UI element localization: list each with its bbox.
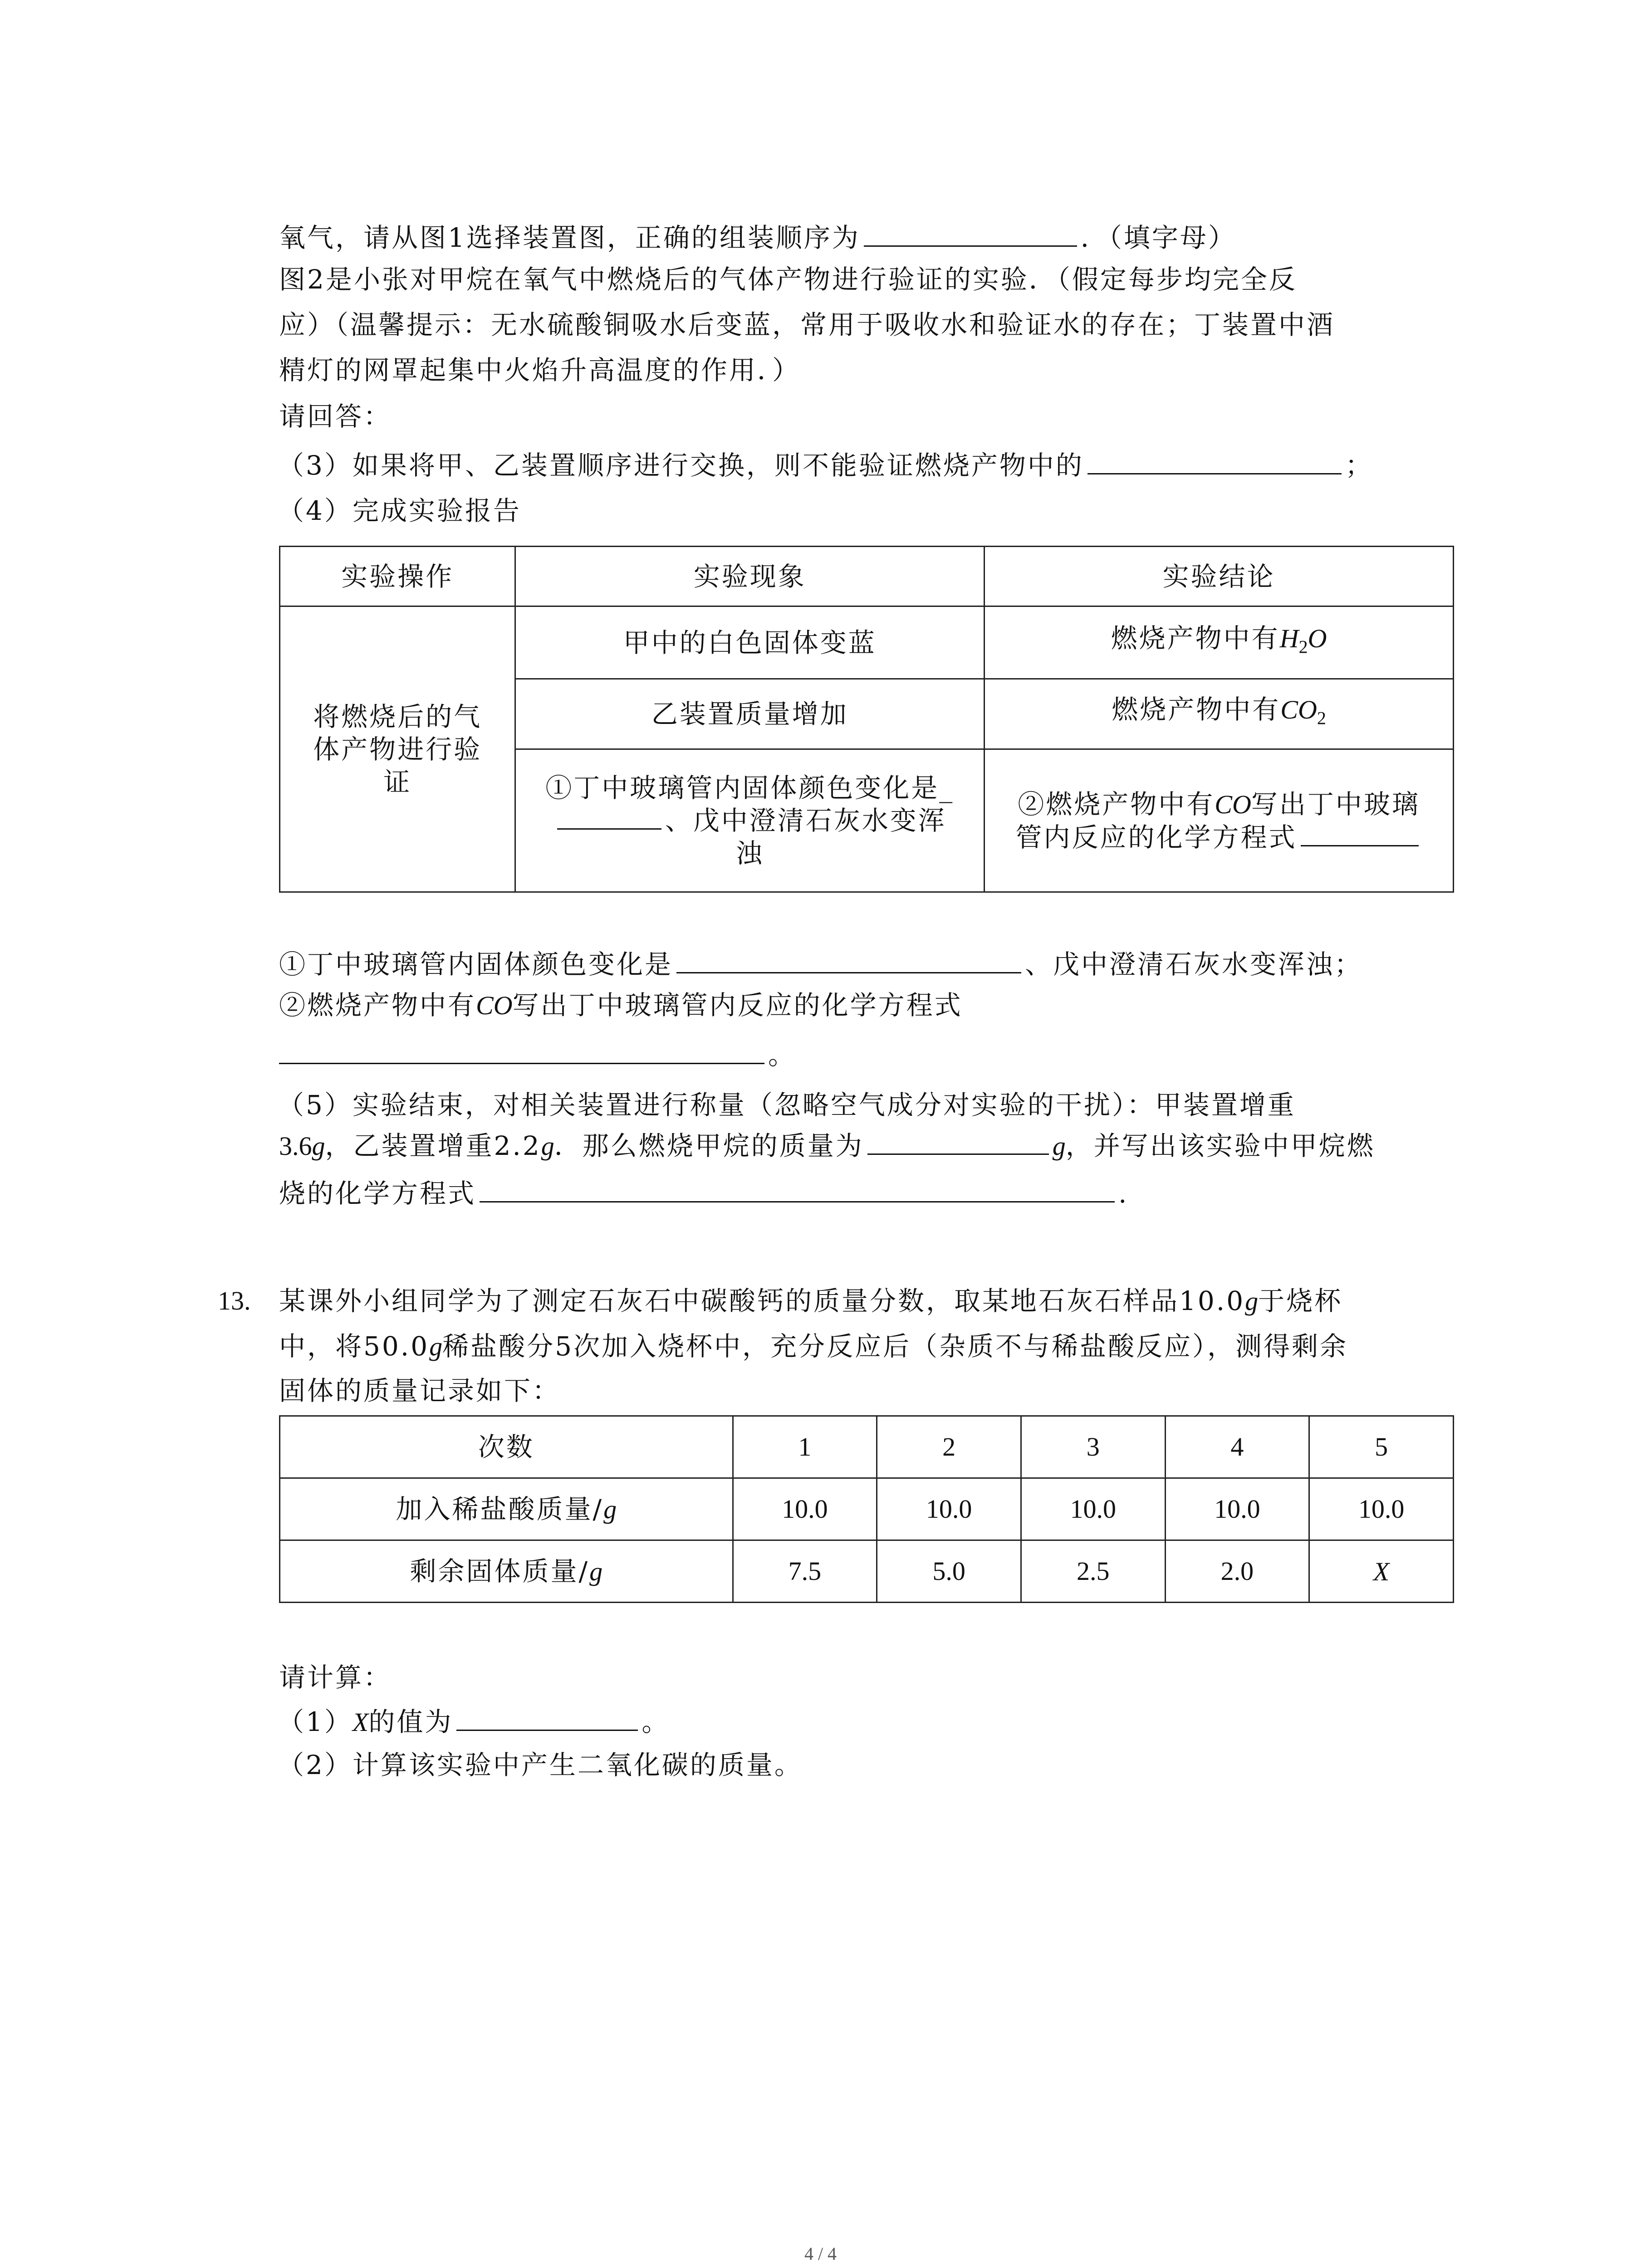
row-header-count: 次数 xyxy=(280,1416,733,1478)
calc-question-1: （1）X的值为 。 xyxy=(278,1706,670,1737)
answer-line-3: 。 xyxy=(279,1039,796,1071)
answer-blank-equation[interactable] xyxy=(279,1059,764,1064)
cell-phenomenon-1: 甲中的白色固体变蓝 xyxy=(515,606,985,679)
question-3: （3）如果将甲、乙装置顺序进行交换，则不能验证燃烧产物中的 ； xyxy=(278,450,1373,481)
row-header-solid: 剩余固体质量/g xyxy=(280,1540,733,1603)
header-phenomenon: 实验现象 xyxy=(515,547,985,606)
cell-operation: 将燃烧后的气 体产物进行验 证 xyxy=(280,606,515,892)
header-conclusion: 实验结论 xyxy=(985,547,1454,606)
calc-prompt: 请计算： xyxy=(279,1662,392,1693)
question-13-line-2: 中，将50.0g稀盐酸分5次加入烧杯中，充分反应后（杂质不与稀盐酸反应），测得剩余 xyxy=(279,1331,1348,1362)
answer-blank-order[interactable] xyxy=(864,242,1077,247)
question-5-line-3: 烧的化学方程式 . xyxy=(279,1178,1129,1209)
table-row: 加入稀盐酸质量/g 10.0 10.0 10.0 10.0 10.0 xyxy=(280,1478,1454,1540)
answer-blank-methane-equation[interactable] xyxy=(480,1198,1115,1202)
answer-line-2: ②燃烧产物中有CO写出丁中玻璃管内反应的化学方程式 xyxy=(279,990,963,1021)
answer-blank-q3[interactable] xyxy=(1087,469,1342,474)
table-row: 剩余固体质量/g 7.5 5.0 2.5 2.0 X xyxy=(280,1540,1454,1603)
intro-line-1: 氧气，请从图1选择装置图，正确的组装顺序为 ．（填字母） xyxy=(279,222,1236,253)
question-13-line-1: 某课外小组同学为了测定石灰石中碳酸钙的质量分数，取某地石灰石样品10.0g于烧杯 xyxy=(279,1286,1343,1316)
intro-line-3: 应）（温馨提示：无水硫酸铜吸水后变蓝，常用于吸收水和验证水的存在；丁装置中酒 xyxy=(279,309,1335,340)
answer-blank-color[interactable] xyxy=(557,825,661,830)
question-5-line-1: （5）实验结束，对相关装置进行称量（忽略空气成分对实验的干扰）：甲装置增重 xyxy=(278,1090,1296,1120)
header-operation: 实验操作 xyxy=(280,547,515,606)
hydrochloric-acid-table xyxy=(279,1415,1454,1603)
question-4: （4）完成实验报告 xyxy=(278,495,521,526)
intro-line-4: 精灯的网罩起集中火焰升高温度的作用．） xyxy=(279,355,801,386)
answer-blank-mass[interactable] xyxy=(867,1150,1049,1155)
question-13-number: 13. xyxy=(218,1286,251,1315)
intro-line-2: 图2是小张对甲烷在氧气中燃烧后的气体产物进行验证的实验．（假定每步均完全反 xyxy=(279,264,1297,295)
question-13-line-3: 固体的质量记录如下： xyxy=(279,1375,561,1406)
cell-conclusion-3: ②燃烧产物中有CO写出丁中玻璃 管内反应的化学方程式 xyxy=(985,749,1454,892)
table-row: 次数 1 2 3 4 5 xyxy=(280,1416,1454,1478)
answer-line-1: ①丁中玻璃管内固体颜色变化是 、戊中澄清石灰水变浑浊； xyxy=(279,949,1363,980)
page-number: 4 / 4 xyxy=(804,2244,837,2264)
answer-blank-color-2[interactable] xyxy=(676,968,1021,973)
calc-question-2: （2）计算该实验中产生二氧化碳的质量。 xyxy=(278,1750,803,1780)
answer-blank-equation-table[interactable] xyxy=(1301,841,1419,846)
question-5-line-2: 3.6g，乙装置增重2.2g．那么燃烧甲烷的质量为 g，并写出该实验中甲烷燃 xyxy=(279,1130,1375,1161)
experiment-report-table xyxy=(279,546,1454,893)
cell-conclusion-1: 燃烧产物中有$H_2O$ xyxy=(985,606,1454,679)
cell-phenomenon-2: 乙装置质量增加 xyxy=(515,679,985,749)
answer-blank-x[interactable] xyxy=(456,1726,638,1731)
intro-line-5: 请回答： xyxy=(279,401,392,432)
row-header-acid: 加入稀盐酸质量/g xyxy=(280,1478,733,1540)
cell-conclusion-2: 燃烧产物中有$CO_2$ xyxy=(985,679,1454,749)
cell-phenomenon-3: ①丁中玻璃管内固体颜色变化是_ 、戊中澄清石灰水变浑 浊 xyxy=(515,749,985,892)
